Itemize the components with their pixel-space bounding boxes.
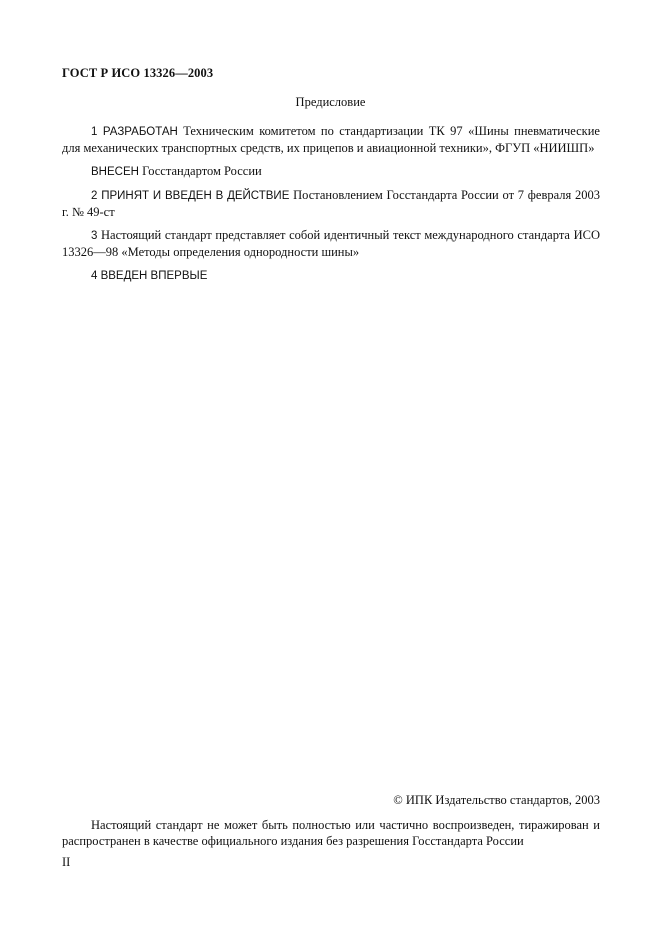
preface-item-3 [62, 227, 600, 260]
preface-item-submitted-lead: ВНЕСЕН [91, 166, 139, 178]
preface-item-2-text: Постановлением Госстандарта России от 7 февраля 2003 г. № 49-ст [62, 188, 600, 219]
preface-item-1 [62, 123, 600, 156]
preface-item-4-lead: 4 ВВЕДЕН ВПЕРВЫЕ [91, 270, 208, 282]
copyright-line: © ИПК Издательство стандартов, 2003 [393, 793, 600, 807]
preface-item-2 [62, 187, 600, 220]
preface-item-3-text: Настоящий стандарт представляет собой идентичный текст международного стандарта ИСО 13326—98 «Методы определения однородности шины» [62, 228, 600, 259]
reproduction-notice: Настоящий стандарт не может быть полностью или частично воспроизведен, тиражирован и распространен в качестве официального издания без разрешения Госстандарта России [62, 818, 600, 848]
preface-title: Предисловие [295, 95, 366, 109]
preface-item-1-text: Техническим комитетом по стандартизации ТК 97 «Шины пневматические для механических транспортных средств, их прицепов и авиационной техники», ФГУП «НИИШП» [62, 124, 600, 155]
preface-item-submitted-text: Госстандартом России [138, 164, 262, 178]
preface-item-3-lead: 3 [91, 230, 98, 242]
page-number: II [62, 855, 71, 869]
preface-item-2-lead: 2 ПРИНЯТ И ВВЕДЕН В ДЕЙСТВИЕ [91, 190, 290, 202]
preface-item-4 [62, 267, 600, 284]
preface-item-submitted [62, 163, 600, 180]
document-code: ГОСТ Р ИСО 13326—2003 [62, 66, 214, 80]
preface-item-1-lead: 1 РАЗРАБОТАН [91, 126, 178, 138]
